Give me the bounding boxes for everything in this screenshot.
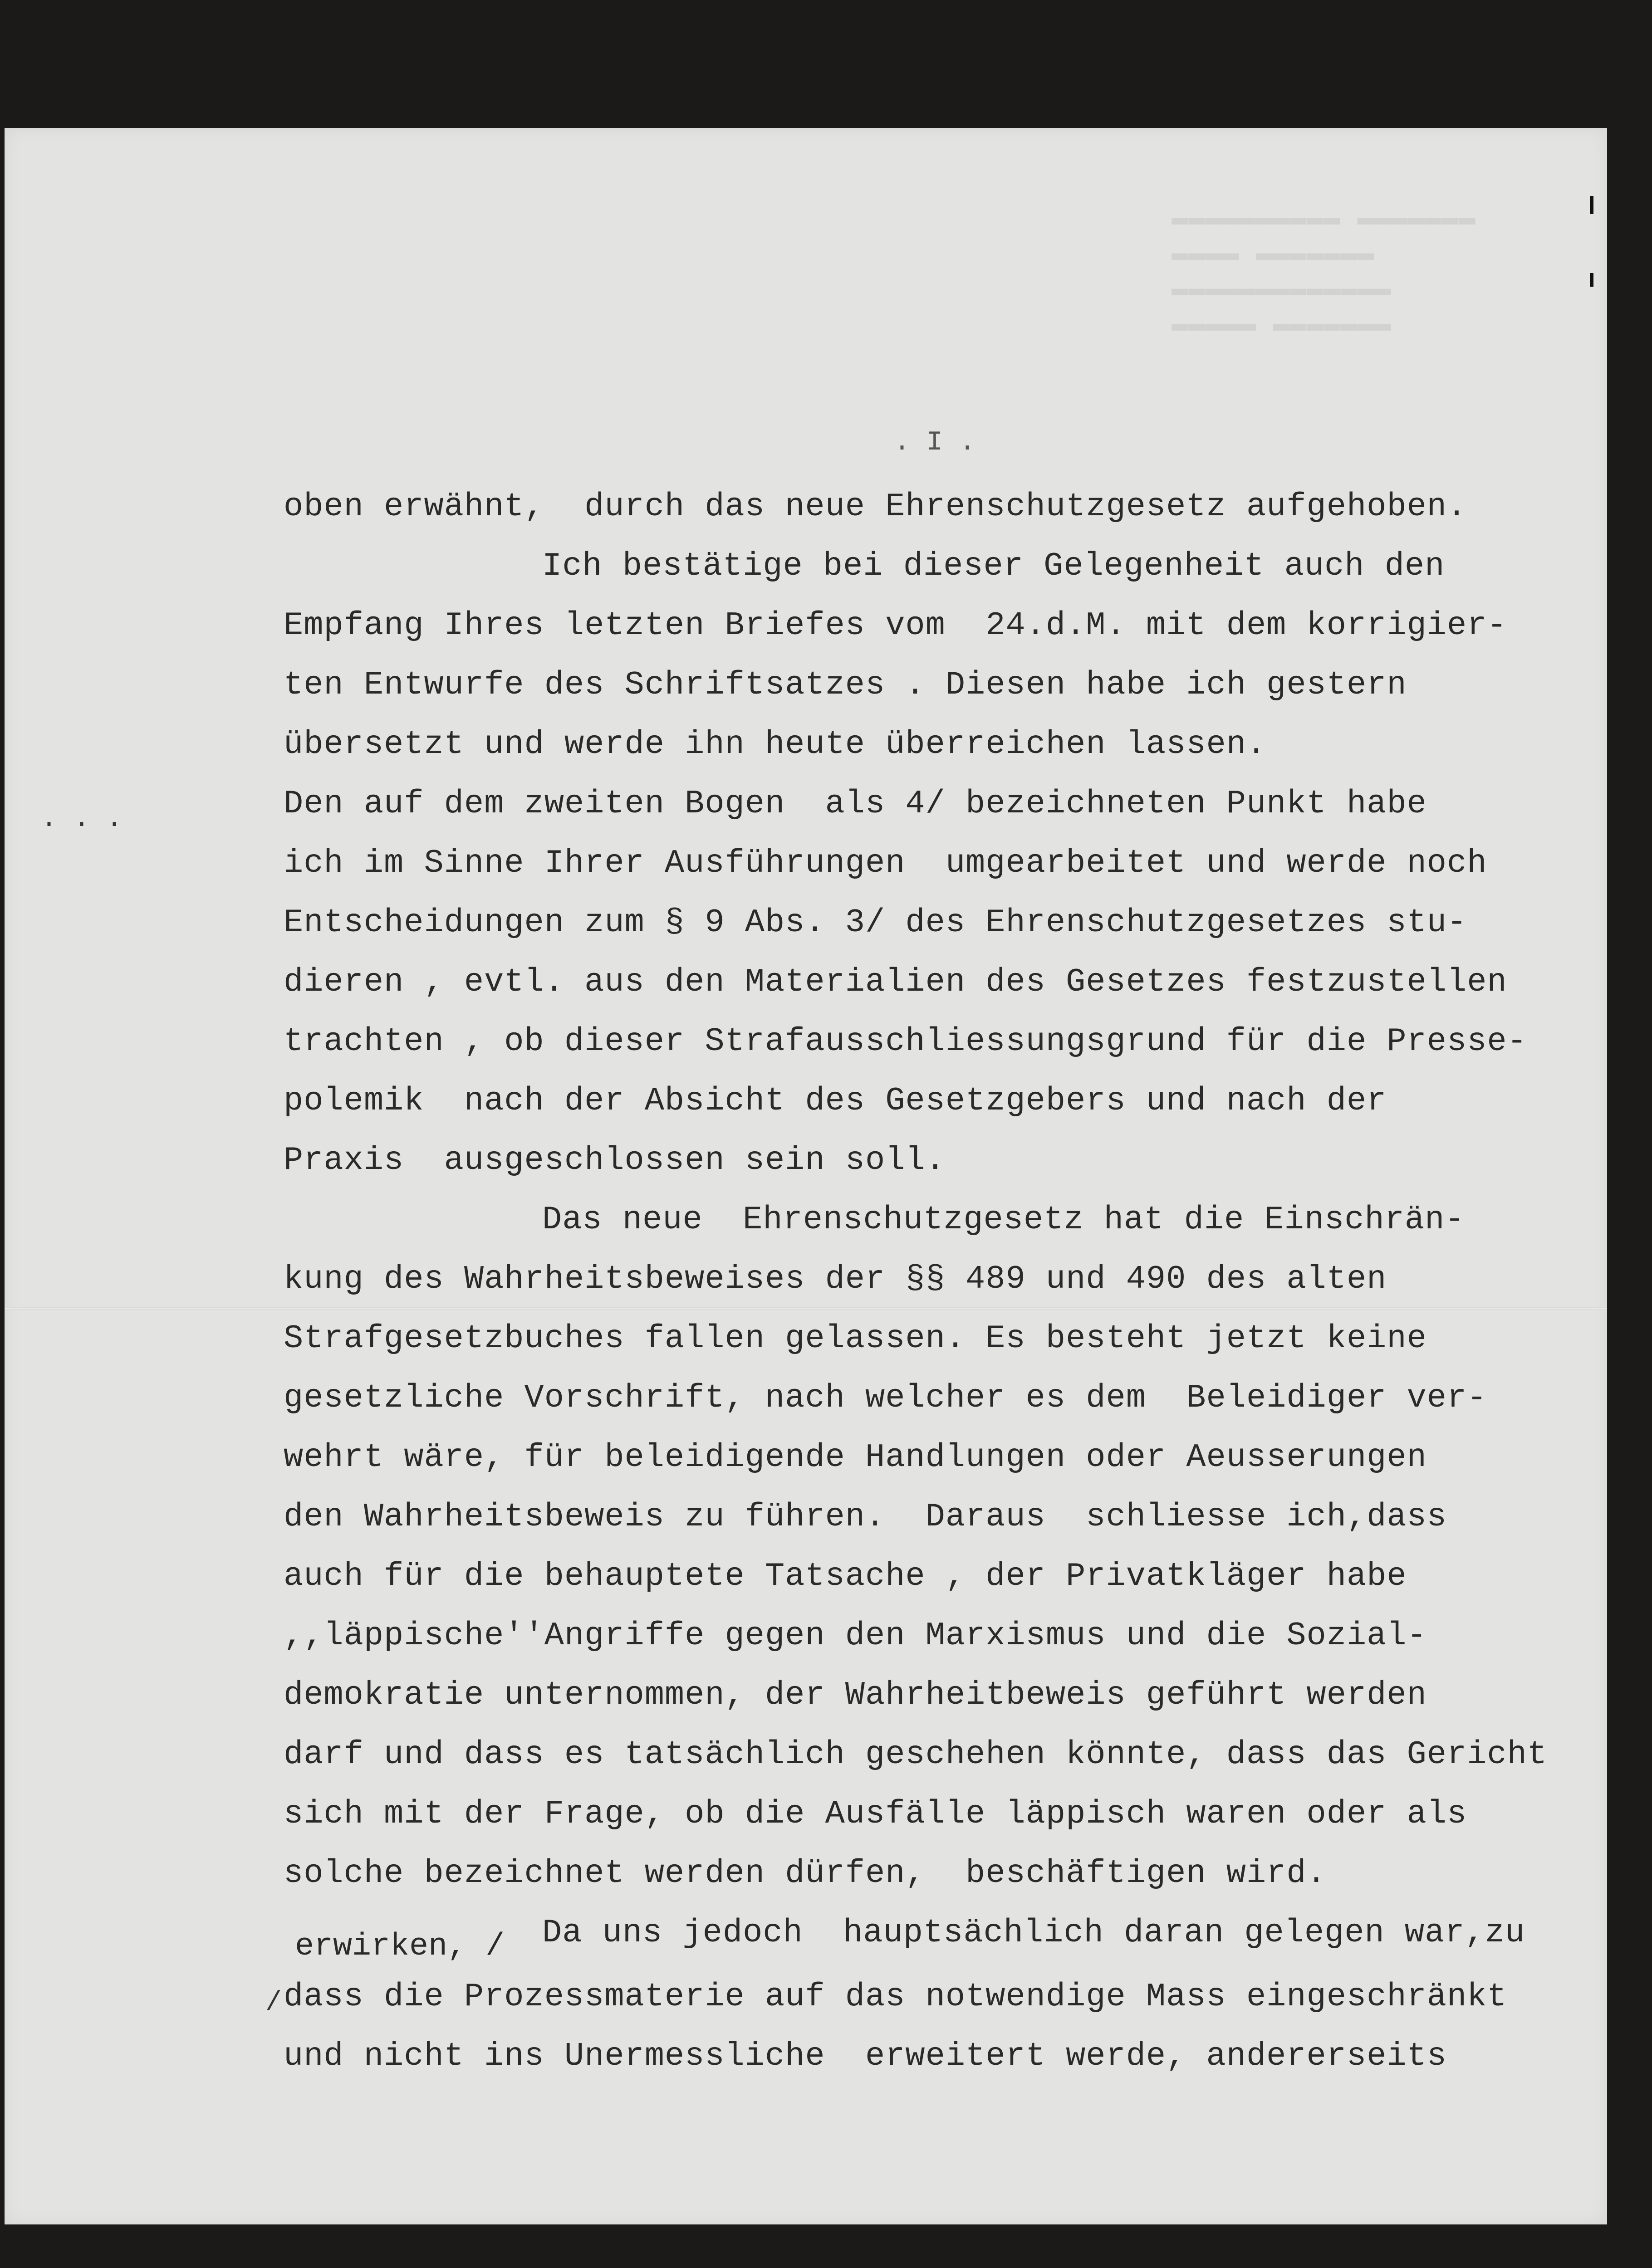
letterhead-show-through: ▬▬▬▬▬▬▬ ▬▬▬▬▬▬▬▬▬▬ ▬▬▬▬▬▬▬ ▬▬▬▬ ▬▬▬▬▬▬▬▬▬▬▬▬▬ ▬▬▬▬▬▬▬ ▬▬▬▬▬ <box>1172 202 1476 340</box>
text-line: Praxis ausgeschlossen sein soll. <box>284 1142 946 1179</box>
edge-mark <box>1590 196 1593 214</box>
text-line: ich im Sinne Ihrer Ausführungen umgearbeitet und werde noch <box>284 845 1487 882</box>
text-line: dass die Prozessmaterie auf das notwendige Mass eingeschränkt <box>284 1978 1507 2015</box>
text-line: darf und dass es tatsächlich geschehen könnte, dass das Gericht <box>284 1736 1548 1773</box>
text-line: Entscheidungen zum § 9 Abs. 3/ des Ehrenschutzgesetzes stu- <box>284 904 1467 941</box>
text-line: und nicht ins Unermessliche erweitert werde, andererseits <box>284 2038 1447 2075</box>
text-line: trachten , ob dieser Strafausschliessungsgrund für die Presse- <box>284 1023 1527 1060</box>
text-line: Strafgesetzbuches fallen gelassen. Es besteht jetzt keine <box>284 1320 1427 1357</box>
text-line: auch für die behauptete Tatsache , der Privatkläger habe <box>284 1558 1407 1595</box>
text-line: Ich bestätige bei dieser Gelegenheit auch den <box>542 547 1445 585</box>
page-marker: . I . <box>894 427 976 458</box>
text-line: ten Entwurfe des Schriftsatzes . Diesen habe ich gestern <box>284 666 1407 704</box>
text-line: dieren , evtl. aus den Materialien des Gesetzes festzustellen <box>284 963 1507 1001</box>
text-line: polemik nach der Absicht des Gesetzgebers und nach der <box>284 1082 1387 1119</box>
text-line: sich mit der Frage, ob die Ausfälle läppisch waren oder als <box>284 1795 1467 1833</box>
insertion-mark: / <box>265 1988 282 2019</box>
text-line: wehrt wäre, für beleidigende Handlungen oder Aeusserungen <box>284 1439 1427 1476</box>
text-line: demokratie unternommen, der Wahrheitbeweis geführt werden <box>284 1677 1427 1714</box>
handwritten-correction: erwirken, / <box>295 1929 505 1965</box>
text-line: ,,läppische''Angriffe gegen den Marxismus und die Sozial- <box>284 1617 1427 1654</box>
text-line: Da uns jedoch hauptsächlich daran gelegen war,zu <box>542 1914 1525 1951</box>
text-line: den Wahrheitsbeweis zu führen. Daraus schliesse ich,dass <box>284 1498 1447 1535</box>
margin-dots: . . . <box>41 804 123 835</box>
text-line: Das neue Ehrenschutzgesetz hat die Einschrän- <box>542 1201 1465 1238</box>
text-line: Empfang Ihres letzten Briefes vom 24.d.M. mit dem korrigier- <box>284 607 1507 644</box>
letter-body <box>284 477 1590 2086</box>
text-line: gesetzliche Vorschrift, nach welcher es dem Beleidiger ver- <box>284 1379 1487 1417</box>
edge-mark <box>1590 273 1593 287</box>
text-line: Den auf dem zweiten Bogen als 4/ bezeichneten Punkt habe <box>284 785 1427 822</box>
text-line: übersetzt und werde ihn heute überreichen lassen. <box>284 726 1267 763</box>
typed-letter-page <box>5 128 1607 2224</box>
text-line: kung des Wahrheitsbeweises der §§ 489 und 490 des alten <box>284 1261 1387 1298</box>
text-line: oben erwähnt, durch das neue Ehrenschutzgesetz aufgehoben. <box>284 488 1467 525</box>
text-line: solche bezeichnet werden dürfen, beschäftigen wird. <box>284 1855 1327 1892</box>
